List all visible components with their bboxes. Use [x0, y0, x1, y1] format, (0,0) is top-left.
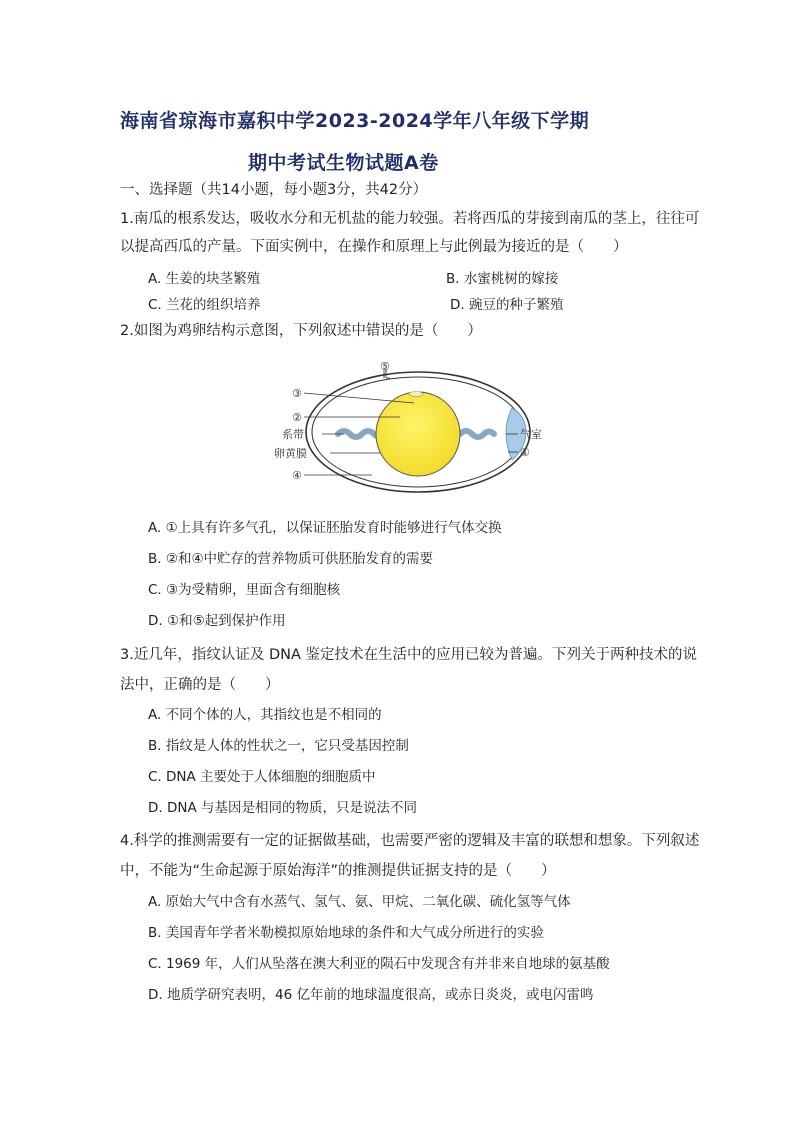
exam-title-line2: 期中考试生物试题A卷	[248, 152, 439, 174]
diagram-label-air-cell: 气室	[520, 428, 542, 441]
q3-stem-line1: 3.近几年，指纹认证及 DNA 鉴定技术在生活中的应用已较为普遍。下列关于两种技术的说	[120, 647, 697, 663]
q4-option-a: A. 原始大气中含有水蒸气、氢气、氨、甲烷、二氧化碳、硫化氢等气体	[148, 894, 571, 910]
diagram-label-chalaza: 系带	[282, 428, 304, 441]
yolk	[376, 392, 460, 476]
diagram-label-3: ③	[292, 387, 302, 400]
q4-option-b: B. 美国青年学者米勒模拟原始地球的条件和大气成分所进行的实验	[148, 925, 544, 941]
egg-structure-diagram	[274, 356, 554, 496]
diagram-label-vitelline-membrane: 卵黄膜	[274, 447, 307, 460]
germinal-disc	[409, 392, 423, 397]
diagram-label-4: ④	[292, 469, 302, 482]
q2-option-a: A. ①上具有许多气孔，以保证胚胎发育时能够进行气体交换	[148, 520, 502, 536]
q4-stem-line2: 中，不能为“生命起源于原始海洋”的推测提供证据支持的是（ ）	[120, 863, 556, 879]
q3-option-d: D. DNA 与基因是相同的物质，只是说法不同	[148, 800, 417, 816]
q2-option-b: B. ②和④中贮存的营养物质可供胚胎发育的需要	[148, 551, 434, 567]
q1-option-b: B. 水蜜桃树的嫁接	[446, 271, 559, 287]
q2-stem: 2.如图为鸡卵结构示意图，下列叙述中错误的是（ ）	[120, 323, 482, 339]
q2-option-c: C. ③为受精卵，里面含有细胞核	[148, 582, 341, 598]
q4-option-d: D. 地质学研究表明，46 亿年前的地球温度很高，或赤日炎炎，或电闪雷鸣	[148, 987, 594, 1003]
q3-option-a: A. 不同个体的人，其指纹也是不相同的	[148, 707, 382, 723]
diagram-label-2: ②	[292, 411, 302, 424]
q3-option-c: C. DNA 主要处于人体细胞的细胞质中	[148, 769, 376, 785]
q1-stem-line2: 以提高西瓜的产量。下面实例中，在操作和原理上与此例最为接近的是（ ）	[120, 239, 628, 255]
section-heading: 一、选择题（共14小题，每小题3分，共42分）	[120, 182, 428, 198]
diagram-label-5: ⑤	[380, 360, 390, 373]
q2-option-d: D. ①和⑤起到保护作用	[148, 613, 286, 629]
q1-option-d: D. 豌豆的种子繁殖	[450, 297, 564, 313]
q3-option-b: B. 指纹是人体的性状之一，它只受基因控制	[148, 738, 409, 754]
q1-stem-line1: 1.南瓜的根系发达，吸收水分和无机盐的能力较强。若将西瓜的芽接到南瓜的茎上，往往可	[120, 211, 700, 227]
q4-option-c: C. 1969 年，人们从坠落在澳大利亚的陨石中发现含有并非来自地球的氨基酸	[148, 956, 610, 972]
q1-option-c: C. 兰花的组织培养	[148, 297, 261, 313]
q3-stem-line2: 法中，正确的是（ ）	[120, 677, 280, 693]
exam-title-line1: 海南省琼海市嘉积中学2023-2024学年八年级下学期	[120, 110, 590, 132]
q1-option-a: A. 生姜的块茎繁殖	[148, 271, 261, 287]
q4-stem-line1: 4.科学的推测需要有一定的证据做基础，也需要严密的逻辑及丰富的联想和想象。下列叙述	[120, 833, 700, 849]
diagram-label-1: ①	[520, 446, 530, 459]
